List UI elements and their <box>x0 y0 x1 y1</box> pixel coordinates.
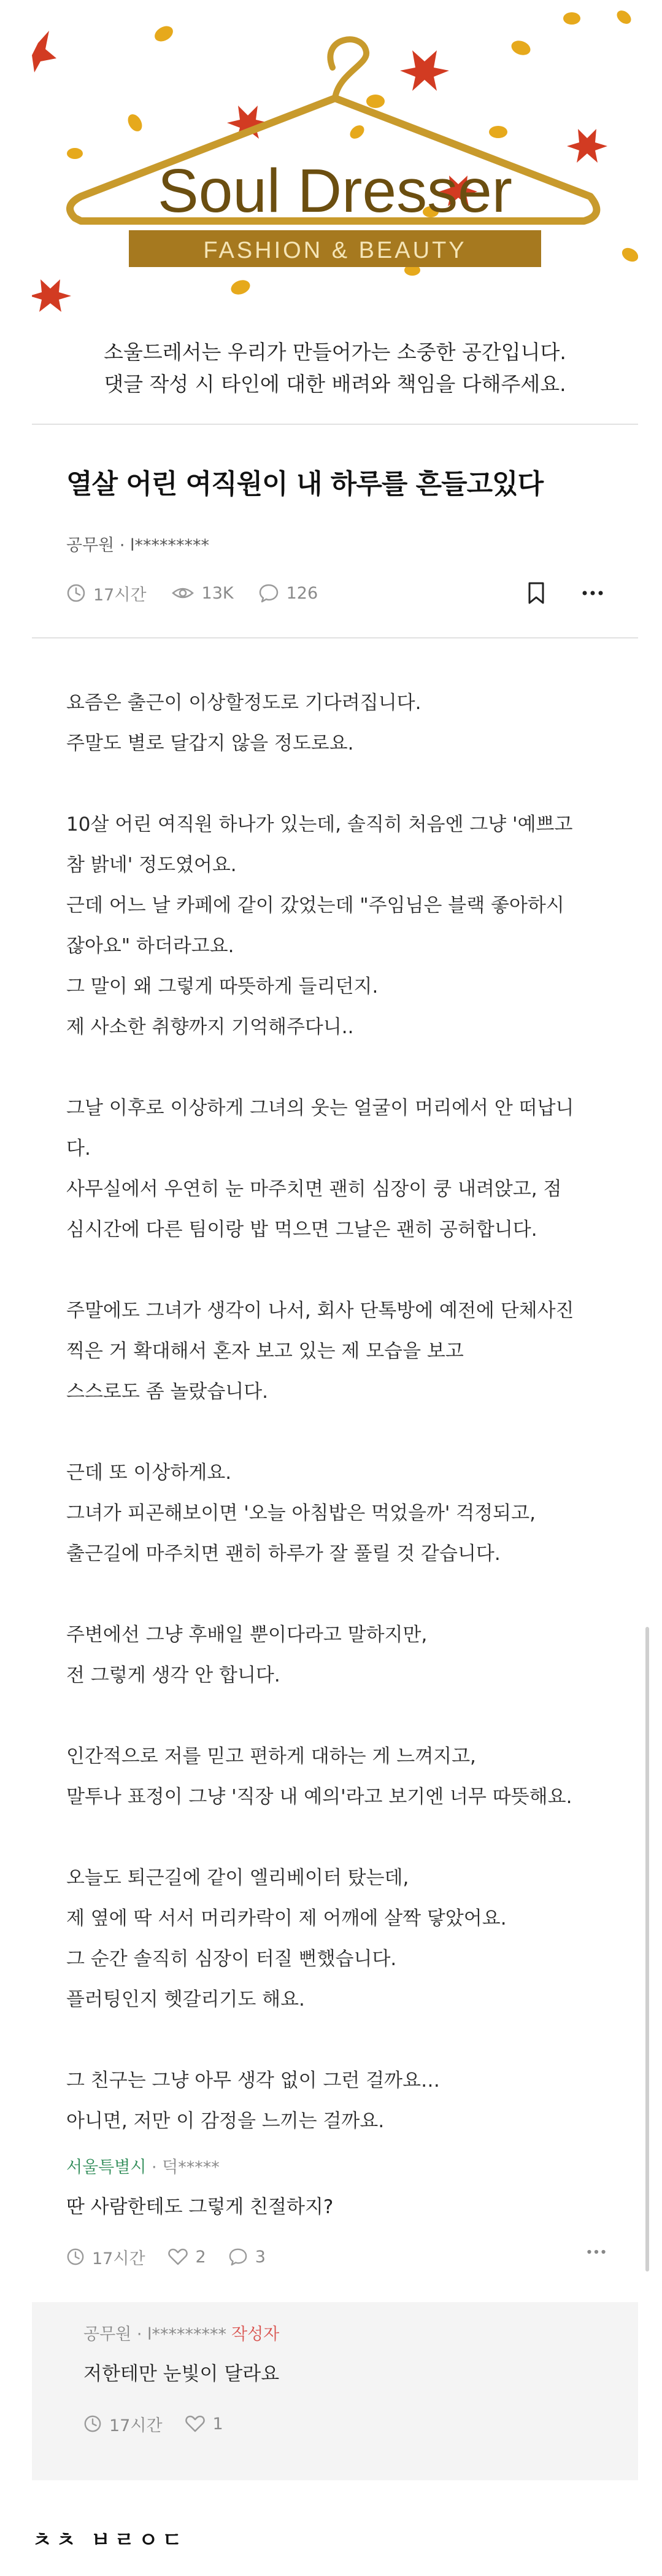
reply-stats <box>83 2411 279 2436</box>
post-actions <box>493 580 606 607</box>
clock-icon <box>83 2415 102 2433</box>
comment-like-button[interactable] <box>167 2248 206 2267</box>
post-body-line: 플러팅인지 헷갈리기도 해요. <box>66 1988 305 2011</box>
reply-time <box>83 2412 163 2436</box>
bookmark-button[interactable] <box>523 580 550 607</box>
paragraph-gap <box>66 1574 618 1615</box>
notice-line: 소울드레서는 우리가 만들어가는 소중한 공간입니다. <box>104 340 566 364</box>
reply-like-button[interactable] <box>185 2415 223 2434</box>
soul-dresser-banner <box>32 0 638 319</box>
blog-logo: ㅊㅊ ㅂㄹㅇㄷ <box>32 2528 186 2553</box>
post-views-count: 13K <box>201 583 234 603</box>
comment-reply-count: 3 <box>255 2247 266 2267</box>
community-notice <box>32 336 638 400</box>
post-comment-count[interactable] <box>258 583 318 603</box>
post-views <box>171 583 234 603</box>
paragraph-gap <box>66 1696 618 1736</box>
post-body-line: 잖아요" 하더라고요. <box>66 935 234 957</box>
divider <box>32 637 638 638</box>
post-body-line: 그날 이후로 이상하게 그녀의 웃는 얼굴이 머리에서 안 떠납니 <box>66 1097 574 1119</box>
post-body-line: 제 사소한 취향까지 기억해주다니.. <box>66 1016 354 1038</box>
post-body-line: 인간적으로 저를 믿고 편하게 대하는 게 느껴지고, <box>66 1745 476 1767</box>
paragraph-gap <box>66 1250 618 1290</box>
paragraph-gap <box>66 1412 618 1453</box>
post-body-line: 참 밝네' 정도였어요. <box>66 854 237 876</box>
clock-icon <box>66 2248 85 2266</box>
comment-more-button[interactable] <box>587 2246 606 2257</box>
post-stats <box>66 580 342 607</box>
eye-icon <box>171 583 194 603</box>
logo-sub-text: FASHION & BEAUTY <box>203 238 467 263</box>
reply-meta <box>83 2321 279 2345</box>
comment-meta <box>66 2154 606 2178</box>
comment-time <box>66 2245 145 2269</box>
post-body-line: 제 옆에 딱 서서 머리카락이 제 어깨에 살짝 닿았어요. <box>66 1907 507 1930</box>
reply-text: 저한테만 눈빛이 달라요 <box>83 2363 280 2385</box>
speech-bubble-icon <box>228 2248 248 2266</box>
banner-illustration <box>32 0 638 319</box>
post-body-line: 10살 어린 여직원 하나가 있는데, 솔직히 처음엔 그냥 '예쁘고 <box>66 813 573 836</box>
post-body-line: 전 그렇게 생각 안 합니다. <box>66 1664 280 1686</box>
post-body <box>66 683 618 2141</box>
post-body-line: 근데 어느 날 카페에 같이 갔었는데 "주임님은 블랙 좋아하시 <box>66 894 564 917</box>
post-body-line: 그 순간 솔직히 심장이 터질 뻔했습니다. <box>66 1948 397 1970</box>
post-body-line: 사무실에서 우연히 눈 마주치면 괜히 심장이 쿵 내려앉고, 점 <box>66 1178 562 1200</box>
post-time-label: 17시간 <box>93 585 147 605</box>
more-dots-icon <box>582 590 604 596</box>
paragraph-gap <box>66 1817 618 1858</box>
divider <box>32 424 638 425</box>
comment-region: 서울특별시 <box>66 2158 147 2177</box>
post-body-line: 오늘도 퇴근길에 같이 엘리베이터 탔는데, <box>66 1867 409 1889</box>
post-body-line: 스스로도 좀 놀랐습니다. <box>66 1381 269 1403</box>
reply-time-label: 17시간 <box>109 2416 163 2435</box>
post-body-line: 심시간에 다른 팀이랑 밥 먹으면 그날은 괜히 공허합니다. <box>66 1219 537 1241</box>
post-body-line: 다. <box>66 1138 91 1160</box>
reply-like-count: 1 <box>212 2414 223 2434</box>
paragraph-gap <box>66 764 618 804</box>
post-body-line: 그 말이 왜 그렇게 따뜻하게 들리던지. <box>66 976 379 998</box>
clock-icon <box>66 583 86 603</box>
page <box>32 0 638 2576</box>
comment-item <box>66 2154 606 2269</box>
reply-item <box>83 2321 279 2436</box>
post-body-line: 근데 또 이상하게요. <box>66 1462 232 1484</box>
post-body-line: 그 친구는 그냥 아무 생각 없이 그런 걸까요… <box>66 2070 441 2092</box>
logo-main-text: Soul Dresser <box>158 157 512 225</box>
comment-stats <box>66 2244 606 2269</box>
comment-reply-button[interactable] <box>228 2248 266 2267</box>
more-dots-icon <box>587 2249 606 2255</box>
post-time <box>66 581 147 605</box>
post-body-line: 아니면, 저만 이 감정을 느끼는 걸까요. <box>66 2110 385 2132</box>
speech-bubble-icon <box>258 583 279 603</box>
bookmark-icon <box>527 581 545 605</box>
heart-icon <box>185 2415 206 2433</box>
post-body-line: 출근길에 마주치면 괜히 하루가 잘 풀릴 것 같습니다. <box>66 1543 501 1565</box>
post-body-line: 주변에선 그냥 후배일 뿐이다라고 말하지만, <box>66 1624 428 1646</box>
comment-user[interactable]: · 덕***** <box>146 2158 220 2177</box>
reply-box <box>32 2302 638 2480</box>
comment-text: 딴 사람한테도 그렇게 친절하지? <box>66 2196 334 2218</box>
post-body-line: 그녀가 피곤해보이면 '오늘 아침밥은 먹었을까' 걱정되고, <box>66 1502 536 1524</box>
post-body-line: 말투나 표정이 그냥 '직장 내 예의'라고 보기엔 너무 따뜻해요. <box>66 1786 572 1808</box>
paragraph-gap <box>66 1047 618 1088</box>
post-title: 열살 어린 여직원이 내 하루를 흔들고있다 <box>66 468 544 500</box>
post-comments-count: 126 <box>286 583 318 603</box>
post-author[interactable]: 공무원 · l********* <box>66 536 209 555</box>
author-badge: 작성자 <box>231 2325 280 2344</box>
more-options-button[interactable] <box>579 580 606 607</box>
notice-line: 댓글 작성 시 타인에 대한 배려와 책임을 다해주세요. <box>104 372 566 396</box>
heart-icon <box>167 2248 188 2266</box>
post-body-line: 주말에도 그녀가 생각이 나서, 회사 단톡방에 예전에 단체사진 <box>66 1300 574 1322</box>
reply-user[interactable]: 공무원 · l********* <box>83 2325 226 2344</box>
comment-like-count: 2 <box>195 2247 206 2267</box>
post-body-line: 요즘은 출근이 이상할정도로 기다려집니다. <box>66 692 421 714</box>
comment-time-label: 17시간 <box>92 2249 145 2268</box>
post-body-line: 주말도 별로 달갑지 않을 정도로요. <box>66 732 354 755</box>
post-body-line: 찍은 거 확대해서 혼자 보고 있는 제 모습을 보고 <box>66 1340 464 1362</box>
scrollbar[interactable] <box>645 1627 649 2271</box>
paragraph-gap <box>66 2020 618 2060</box>
